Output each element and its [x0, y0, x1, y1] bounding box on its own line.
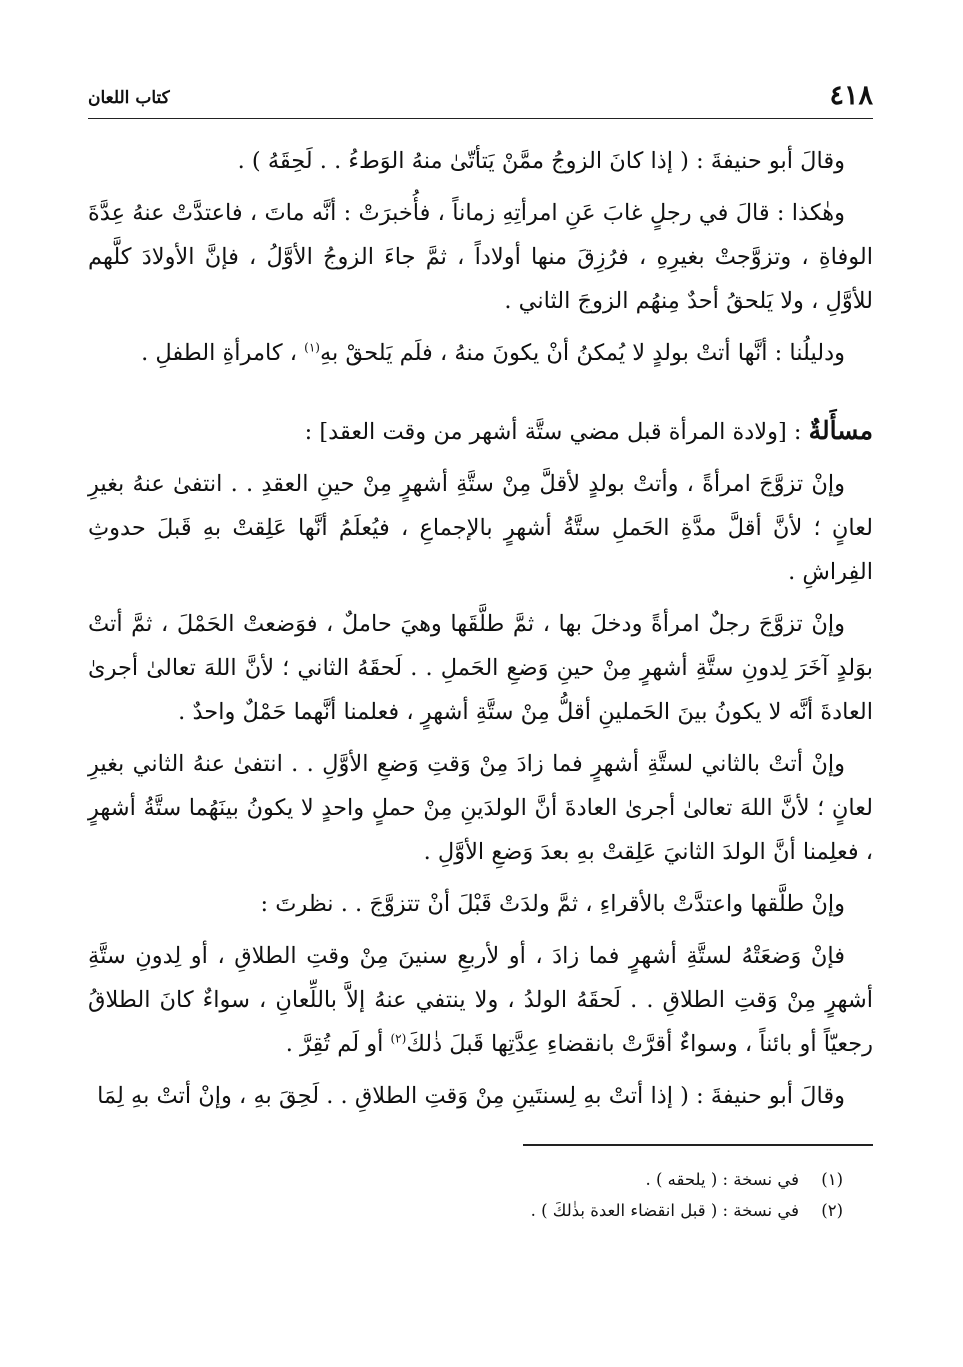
footnote-text: في نسخة : ( قبل انقضاء العدة بذٰلكَ ) . [530, 1201, 799, 1220]
page-number: ٤١٨ [829, 80, 873, 111]
paragraph-8-end: أو لَم تُقِرَّ . [285, 1031, 391, 1057]
footnote-marker-1: (١) [304, 340, 320, 355]
footnote-2 [88, 1195, 843, 1226]
paragraph-3-end: ، كامرأةِ الطفلِ . [141, 340, 305, 366]
main-text [88, 139, 873, 1118]
paragraph-5: وإنْ تزوَّجَ رجلٌ امرأةً ودخلَ بها ، ثمَّ طلَّقَها وهيَ حاملٌ ، فوَضعتْ الحَمْلَ ، ثمَّ أتتْ بوَلدٍ آخَرَ لِدونِ ستَّةِ أشهرٍ مِنْ حينِ وَضعِ الحَملِ . . لَحقَهُ الثاني ؛ لأنَّ اللهَ تعالىٰ أجرىٰ العادةَ أنَّه لا يكونُ بينَ الحَملينِ أقلُّ مِنْ ستَّةِ أشهرٍ ، فعلمنا أنَّهما حَمْلٌ واحدٌ . [88, 611, 873, 725]
paragraph-8 [88, 934, 873, 1066]
footnote-1 [88, 1164, 843, 1195]
paragraph-1: وقالَ أبو حنيفةَ : ( إذا كانَ الزوجُ ممَّنْ يَتأتّىٰ منهُ الوَطءُ . . لَحِقَهُ ) . [237, 148, 845, 174]
paragraph-3 [88, 331, 873, 375]
paragraph-2: وهٰكذا : قالَ في رجلٍ غابَ عَنِ امرأتِهِ زماناً ، فأُخبرَتْ : أنَّه ماتَ ، فاعتدَّتْ عنهُ عِدَّةَ الوفاةِ ، وتزوَّجتْ بغيرِهِ ، فرُزِقَ منها أولاداً ، ثمَّ جاءَ الزوجُ الأوَّلُ ، فإنَّ الأولادَ كلَّهم للأوَّلِ ، ولا يَلحقُ أحدٌ مِنهُم الزوجَ الثاني . [88, 200, 873, 314]
footnotes [88, 1164, 873, 1226]
footnote-text: في نسخة : ( يلحقه ) . [645, 1170, 799, 1189]
footnote-marker-2: (٢) [390, 1031, 407, 1046]
section-label: مسأَلةٌ [808, 416, 873, 445]
footnote-separator [523, 1144, 873, 1146]
paragraph-4: وإنْ تزوَّجَ امرأةً ، وأتتْ بولدٍ لأقلَّ مِنْ ستَّةِ أشهرٍ مِنْ حينِ العقدِ . . انتفىٰ عنهُ بغيرِ لعانٍ ؛ لأنَّ أقلَّ مدَّةِ الحَملِ ستَّةُ أشهرٍ بالإجماعِ ، فيُعلَمُ أنَّها عَلِقتْ بهِ قَبلَ حدوثِ الفِراشِ . [88, 471, 873, 585]
page-header [88, 78, 873, 119]
paragraph-3-text: ودليلُنا : أنَّها أتتْ بولدٍ لا يُمكنُ أنْ يكونَ منهُ ، فلَم يَلحقْ بهِ [319, 340, 845, 366]
paragraph-8-text: فإنْ وَضعَتْهُ لستَّةِ أشهرٍ فما زادَ ، أو لأربعِ سنينَ مِنْ وقتِ الطلاقِ ، أو لِدونِ ستَّةِ أشهرٍ مِنْ وَقتِ الطلاقِ . . لَحقَهُ الولدُ ، ولا ينتفي عنهُ إلاَّ باللِّعانِ ، سواءٌ كانَ الطلاقُ رجعيّاً أو بائناً ، وسواءٌ أقرَّتْ بانقضاءِ عِدَّتِها قَبلَ ذٰلكَ [88, 943, 873, 1057]
section-title: : [ولادة المرأة قبل مضي ستَّة أشهر من وقت العقد] : [304, 419, 809, 445]
paragraph-7: وإنْ طلَّقها واعتدَّتْ بالأقراءِ ، ثمَّ ولدَتْ قَبْلَ أنْ تتزوَّجَ . . نظرتَ : [260, 891, 845, 917]
running-title: كتاب اللعان [88, 88, 170, 108]
paragraph-9: وقالَ أبو حنيفةَ : ( إذا أتتْ بهِ لِسنتَينِ مِنْ وَقتِ الطلاقِ . . لَحِقَ بهِ ، وإنْ أتتْ بهِ لِمَا [97, 1083, 845, 1109]
paragraph-6: وإنْ أتتْ بالثاني لستَّةِ أشهرٍ فما زادَ مِنْ وَقتِ وَضعِ الأوَّلِ . . انتفىٰ عنهُ الثاني بغيرِ لعانٍ ؛ لأنَّ اللهَ تعالىٰ أجرىٰ العادةَ أنَّ الولدَينِ مِنْ حملٍ واحدٍ لا يكونُ بينَهُما ستَّةُ أشهرٍ ، فعلِمنا أنَّ الولدَ الثانيَ عَلِقتْ بهِ بعدَ وَضعِ الأوَّلِ . [88, 751, 873, 865]
footnote-number: (١) [821, 1170, 843, 1189]
footnote-number: (٢) [821, 1201, 843, 1220]
section-heading [88, 409, 873, 454]
